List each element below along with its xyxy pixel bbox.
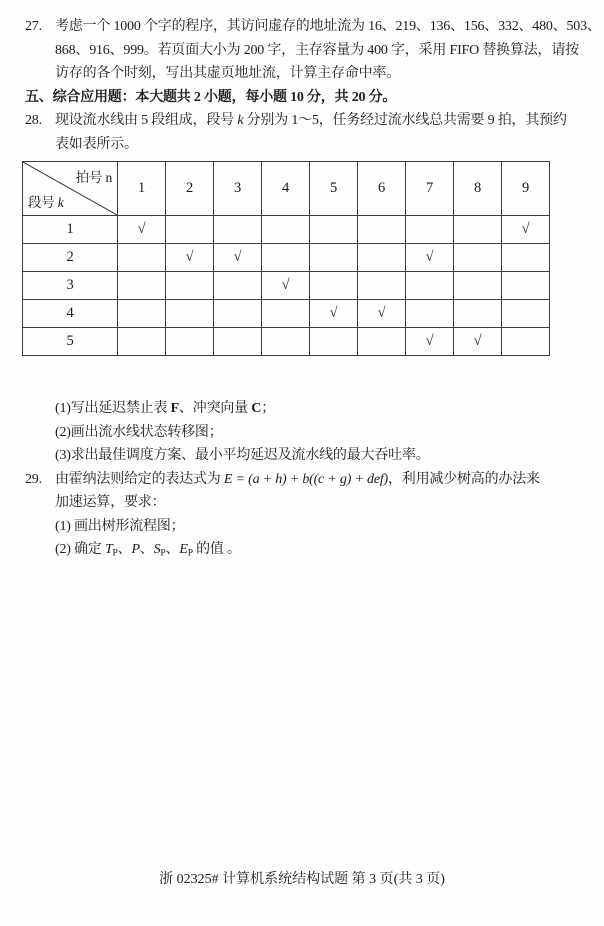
q29-text-suffix: ，利用减少树高的办法来: [388, 471, 540, 487]
reservation-cell: √: [118, 216, 166, 244]
sub2-prefix: (2) 确定: [55, 542, 105, 557]
stage-row-label: 5: [23, 328, 118, 356]
sub1-text: (1)写出延迟禁止表: [55, 401, 171, 416]
question-28-intro-line-1: [55, 109, 567, 133]
reservation-cell: [310, 216, 358, 244]
reservation-cell: [166, 300, 214, 328]
reservation-cell: [406, 272, 454, 300]
question-28-intro-line-2: 表如表所示。: [55, 136, 138, 152]
variable-Ep: E: [179, 542, 188, 557]
q29-text-prefix: 由霍纳法则给定的表达式为: [55, 471, 224, 487]
reservation-cell: [502, 328, 550, 356]
reservation-cell: √: [358, 300, 406, 328]
reservation-cell: [214, 328, 262, 356]
corner-bottom-variable: k: [57, 195, 64, 210]
corner-top-label: 拍号 n: [75, 170, 112, 185]
reservation-cell: [214, 216, 262, 244]
reservation-cell: √: [262, 272, 310, 300]
column-header-1: 1: [118, 162, 166, 216]
table-header-row: [23, 162, 550, 216]
section-5-heading: 五、综合应用题：本大题共 2 小题，每小题 10 分，共 20 分。: [25, 89, 397, 105]
table-row-stage-2: [23, 244, 550, 272]
reservation-cell: [262, 328, 310, 356]
sub1-text3: ；: [261, 401, 276, 416]
separator: 、: [117, 542, 132, 557]
table-row-stage-4: [23, 300, 550, 328]
column-header-4: 4: [262, 162, 310, 216]
question-28-sub-1: [55, 397, 584, 421]
reservation-cell: [406, 300, 454, 328]
column-header-5: 5: [310, 162, 358, 216]
corner-bottom-prefix: 段号: [28, 195, 58, 210]
table-row-stage-5: [23, 328, 550, 356]
reservation-cell: [166, 272, 214, 300]
variable-C: C: [251, 401, 262, 416]
separator: 、: [139, 542, 154, 557]
reservation-cell: √: [214, 244, 262, 272]
reservation-cell: [310, 244, 358, 272]
reservation-cell: [406, 216, 454, 244]
variable-k: k: [237, 113, 244, 128]
reservation-cell: [454, 272, 502, 300]
corner-bottom-label: [28, 191, 64, 211]
question-28-sub-2: (2)画出流水线状态转移图；: [55, 424, 223, 440]
reservation-cell: [166, 328, 214, 356]
question-29-sub-1: (1) 画出树形流程图；: [55, 518, 185, 534]
reservation-cell: [118, 244, 166, 272]
question-27-line-1: 考虑一个 1000 个字的程序，其访问虚存的地址流为 16、219、136、156、332、480、503、: [55, 19, 601, 34]
question-28-intro-seg1: 现设流水线由 5 段组成，段号: [55, 113, 238, 128]
page-footer: 浙 02325# 计算机系统结构试题 第 3 页(共 3 页): [159, 872, 445, 887]
reservation-cell: [214, 300, 262, 328]
reservation-cell: [166, 216, 214, 244]
question-28-intro-seg2: 分别为 1～5，任务经过流水线总共需要 9 拍，其预约: [243, 113, 567, 128]
reservation-cell: [454, 216, 502, 244]
reservation-cell: [454, 244, 502, 272]
column-header-9: 9: [502, 162, 550, 216]
question-27-line-2: 868、916、999。若页面大小为 200 字，主存容量为 400 字，采用 FIFO 替换算法，请按: [55, 42, 579, 58]
question-29: [25, 468, 584, 567]
reservation-cell: [358, 328, 406, 356]
variable-P: P: [131, 542, 140, 557]
question-27-line-3: 访存的各个时刻，写出其虚页地址流，计算主存命中率。: [55, 66, 400, 81]
stage-row-label: 1: [23, 216, 118, 244]
reservation-cell: [502, 272, 550, 300]
variable-F: F: [170, 401, 179, 416]
reservation-cell: √: [454, 328, 502, 356]
question-28-sub-3: (3)求出最佳调度方案、最小平均延迟及流水线的最大吞吐率。: [55, 448, 430, 463]
reservation-cell: √: [406, 244, 454, 272]
column-header-6: 6: [358, 162, 406, 216]
question-29-sub-2: [55, 538, 584, 566]
subscript-P: P: [160, 548, 166, 559]
reservation-cell: √: [310, 300, 358, 328]
variable-Tp: T: [104, 542, 113, 557]
question-29-number: 29.: [25, 471, 42, 487]
column-header-8: 8: [454, 162, 502, 216]
question-29-line-2: 加速运算，要求：: [55, 495, 166, 510]
reservation-cell: √: [406, 328, 454, 356]
column-header-7: 7: [406, 162, 454, 216]
variable-Sp: S: [153, 542, 161, 557]
reservation-cell: [118, 328, 166, 356]
stage-row-label: 3: [23, 272, 118, 300]
question-27-number: 27.: [25, 19, 42, 34]
reservation-cell: [358, 272, 406, 300]
reservation-cell: [358, 244, 406, 272]
stage-row-label: 2: [23, 244, 118, 272]
question-27: [25, 15, 601, 86]
spacer: [25, 356, 584, 397]
reservation-cell: [502, 300, 550, 328]
question-28: [25, 109, 584, 468]
subscript-P: P: [112, 548, 118, 559]
reservation-cell: [262, 244, 310, 272]
reservation-cell: √: [502, 216, 550, 244]
column-header-3: 3: [214, 162, 262, 216]
question-28-number: 28.: [25, 113, 42, 128]
column-header-2: 2: [166, 162, 214, 216]
subscript-P: P: [187, 548, 193, 559]
separator: 、: [165, 542, 180, 557]
reservation-cell: [118, 272, 166, 300]
reservation-cell: [310, 328, 358, 356]
reservation-cell: [118, 300, 166, 328]
table-row-stage-3: [23, 272, 550, 300]
reservation-cell: [454, 300, 502, 328]
reservation-cell: [262, 216, 310, 244]
table-row-stage-1: [23, 216, 550, 244]
horner-expression: E = (a + h) + b((c + g) + def): [223, 471, 388, 487]
table-corner-cell: [23, 162, 118, 216]
question-29-line-1: [55, 468, 540, 492]
reservation-cell: √: [166, 244, 214, 272]
reservation-table: [22, 161, 550, 356]
reservation-cell: [358, 216, 406, 244]
reservation-cell: [214, 272, 262, 300]
sub1-text2: 、冲突向量: [178, 401, 252, 416]
reservation-cell: [310, 272, 358, 300]
reservation-cell: [502, 244, 550, 272]
reservation-cell: [262, 300, 310, 328]
sub2-suffix: 的值 。: [192, 542, 241, 557]
stage-row-label: 4: [23, 300, 118, 328]
